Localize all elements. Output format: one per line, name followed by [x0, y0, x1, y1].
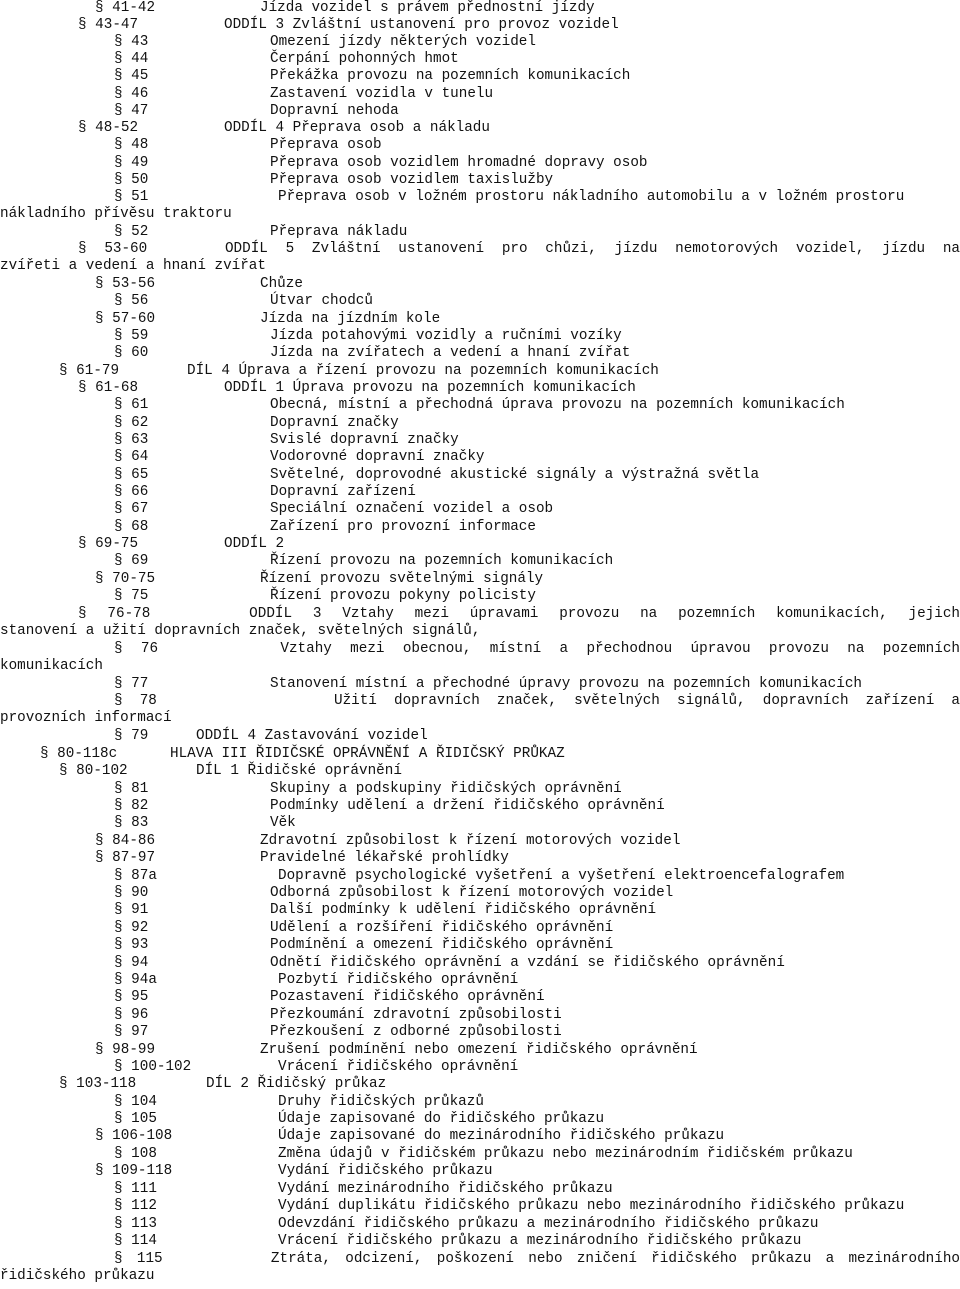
section-title: Přeprava nákladu [270, 224, 408, 240]
section-title: Změna údajů v řidičském průkazu nebo mezinárodním řidičském průkazu [278, 1146, 853, 1162]
section-code: § 41-42 [95, 0, 156, 16]
section-code: § 76 [114, 641, 159, 657]
section-code: § 90 [114, 885, 149, 901]
section-title: Řízení provozu na pozemních komunikacích [270, 553, 614, 569]
section-title: DÍL 4 Úprava a řízení provozu na pozemních komunikacích [187, 363, 659, 379]
section-code: § 61-68 [78, 380, 139, 396]
section-code: § 60 [114, 345, 149, 361]
section-title: ODDÍL 1 Úprava provozu na pozemních komunikacích [224, 380, 636, 396]
section-title: Překážka provozu na pozemních komunikacích [270, 68, 631, 84]
section-code: § 46 [114, 86, 149, 102]
section-title: Údaje zapisované do mezinárodního řidičského průkazu [278, 1128, 725, 1144]
section-title: Jízda potahovými vozidly a ručními vozíky [270, 328, 622, 344]
section-code: § 113 [114, 1216, 157, 1232]
section-code: § 98-99 [95, 1042, 156, 1058]
section-code: § 50 [114, 172, 149, 188]
section-code: § 69 [114, 553, 149, 569]
section-title: DÍL 1 Řidičské oprávnění [196, 763, 402, 779]
section-title: Podmínky udělení a držení řidičského oprávnění [270, 798, 665, 814]
section-title: Udělení a rozšíření řidičského oprávnění [270, 920, 614, 936]
section-code: § 100-102 [114, 1059, 192, 1075]
section-code: § 77 [114, 676, 149, 692]
section-code: § 52 [114, 224, 149, 240]
section-title: Ztráta, odcizení, poškození nebo zničení řidičského průkazu a mezinárodního [270, 1251, 960, 1267]
section-code: § 62 [114, 415, 149, 431]
section-title: Odborná způsobilost k řízení motorových vozidel [270, 885, 674, 901]
section-code: § 56 [114, 293, 149, 309]
section-title: Dopravní nehoda [270, 103, 399, 119]
section-title: Zařízení pro provozní informace [270, 519, 536, 535]
section-code: § 53-60 [78, 241, 148, 257]
section-code: § 65 [114, 467, 149, 483]
section-code: § 111 [114, 1181, 157, 1197]
section-title: Zastavení vozidla v tunelu [270, 86, 494, 102]
section-code: § 76-78 [78, 606, 151, 622]
section-title: Speciální označení vozidel a osob [270, 501, 554, 517]
section-title: ODDÍL 3 Zvláštní ustanovení pro provoz vozidel [224, 17, 619, 33]
section-title: Dopravní značky [270, 415, 399, 431]
section-title: Dopravně psychologické vyšetření a vyšetření elektroencefalografem [278, 868, 845, 884]
section-title: Přezkoumání zdravotní způsobilosti [270, 1007, 562, 1023]
section-title: Řízení provozu pokyny policisty [270, 588, 536, 604]
section-title: ODDÍL 5 Zvláštní ustanovení pro chůzi, jízdu nemotorových vozidel, jízdu na [224, 241, 960, 257]
section-title: ODDÍL 3 Vztahy mezi úpravami provozu na pozemních komunikacích, jejich [249, 606, 960, 622]
section-title: Jízda vozidel s právem přednostní jízdy [260, 0, 595, 16]
section-title: Druhy řidičských průkazů [278, 1094, 484, 1110]
section-code: § 104 [114, 1094, 157, 1110]
section-code: § 68 [114, 519, 149, 535]
section-code: § 92 [114, 920, 149, 936]
section-title: Jízda na zvířatech a vedení a hnaní zvířat [270, 345, 631, 361]
section-title: Věk [270, 815, 296, 831]
section-title-continuation: provozních informací [0, 710, 172, 726]
section-title: HLAVA III ŘIDIČSKÉ OPRÁVNĚNÍ A ŘIDIČSKÝ PRŮKAZ [170, 746, 565, 762]
section-code: § 115 [114, 1251, 163, 1267]
section-title: Jízda na jízdním kole [260, 311, 441, 327]
section-title: Vydání duplikátu řidičského průkazu nebo mezinárodního řidičského průkazu [278, 1198, 905, 1214]
section-code: § 64 [114, 449, 149, 465]
section-title: Odnětí řidičského oprávnění a vzdání se řidičského oprávnění [270, 955, 785, 971]
section-code: § 51 [114, 189, 149, 205]
section-code: § 94a [114, 972, 157, 988]
section-title: Přezkoušení z odborné způsobilosti [270, 1024, 562, 1040]
section-title: Vydání řidičského průkazu [278, 1163, 493, 1179]
section-code: § 43 [114, 34, 149, 50]
section-code: § 45 [114, 68, 149, 84]
section-title: ODDÍL 2 [224, 536, 285, 552]
section-title: Přeprava osob v ložném prostoru nákladního automobilu a v ložném prostoru [278, 189, 905, 205]
section-code: § 48 [114, 137, 149, 153]
section-title: Chůze [260, 276, 303, 292]
section-code: § 80-118c [40, 746, 118, 762]
section-title: Užití dopravních značek, světelných signálů, dopravních zařízení a [333, 693, 960, 709]
section-code: § 69-75 [78, 536, 139, 552]
section-code: § 48-52 [78, 120, 139, 136]
section-code: § 97 [114, 1024, 149, 1040]
section-title: Zrušení podmínění nebo omezení řidičského oprávnění [260, 1042, 698, 1058]
section-code: § 67 [114, 501, 149, 517]
section-code: § 57-60 [95, 311, 156, 327]
section-code: § 75 [114, 588, 149, 604]
section-title: Vrácení řidičského oprávnění [278, 1059, 519, 1075]
section-title: Vztahy mezi obecnou, místní a přechodnou úpravou provozu na pozemních [280, 641, 960, 657]
section-title: Podmínění a omezení řidičského oprávnění [270, 937, 614, 953]
section-code: § 106-108 [95, 1128, 173, 1144]
section-title: Čerpání pohonných hmot [270, 51, 459, 67]
section-code: § 103-118 [59, 1076, 137, 1092]
section-title-continuation: stanovení a užití dopravních značek, světelných signálů, [0, 623, 481, 639]
section-code: § 44 [114, 51, 149, 67]
section-title: Přeprava osob vozidlem hromadné dopravy osob [270, 155, 648, 171]
section-code: § 47 [114, 103, 149, 119]
section-code: § 61 [114, 397, 149, 413]
section-code: § 83 [114, 815, 149, 831]
section-title: Dopravní zařízení [270, 484, 416, 500]
section-code: § 114 [114, 1233, 157, 1249]
section-code: § 87-97 [95, 850, 156, 866]
section-code: § 79 [114, 728, 149, 744]
section-title: Přeprava osob [270, 137, 382, 153]
section-title: Odevzdání řidičského průkazu a mezinárodního řidičského průkazu [278, 1216, 819, 1232]
section-title: Vodorovné dopravní značky [270, 449, 485, 465]
section-title: Stanovení místní a přechodné úpravy provozu na pozemních komunikacích [270, 676, 862, 692]
section-code: § 70-75 [95, 571, 156, 587]
section-title: Vrácení řidičského průkazu a mezinárodního řidičského průkazu [278, 1233, 802, 1249]
section-code: § 59 [114, 328, 149, 344]
section-title-continuation: nákladního přívěsu traktoru [0, 206, 232, 222]
section-code: § 61-79 [59, 363, 120, 379]
section-code: § 49 [114, 155, 149, 171]
section-title: Přeprava osob vozidlem taxislužby [270, 172, 554, 188]
section-title: Řízení provozu světelnými signály [260, 571, 544, 587]
section-code: § 112 [114, 1198, 157, 1214]
section-code: § 53-56 [95, 276, 156, 292]
section-title: Obecná, místní a přechodná úprava provozu na pozemních komunikacích [270, 397, 845, 413]
section-title: Údaje zapisované do řidičského průkazu [278, 1111, 605, 1127]
section-title: Pravidelné lékařské prohlídky [260, 850, 509, 866]
section-code: § 63 [114, 432, 149, 448]
section-code: § 80-102 [59, 763, 128, 779]
section-title-continuation: řidičského průkazu [0, 1268, 155, 1284]
section-title: Světelné, doprovodné akustické signály a výstražná světla [270, 467, 760, 483]
section-title: Další podmínky k udělení řidičského oprávnění [270, 902, 657, 918]
section-code: § 91 [114, 902, 149, 918]
section-title: DÍL 2 Řidičský průkaz [206, 1076, 387, 1092]
section-code: § 93 [114, 937, 149, 953]
section-title: Skupiny a podskupiny řidičských oprávnění [270, 781, 622, 797]
section-title-continuation: zvířeti a vedení a hnaní zvířat [0, 258, 266, 274]
section-code: § 81 [114, 781, 149, 797]
section-title: ODDÍL 4 Přeprava osob a nákladu [224, 120, 490, 136]
section-code: § 95 [114, 989, 149, 1005]
section-title: ODDÍL 4 Zastavování vozidel [196, 728, 428, 744]
section-code: § 82 [114, 798, 149, 814]
section-title: Vydání mezinárodního řidičského průkazu [278, 1181, 613, 1197]
section-code: § 108 [114, 1146, 157, 1162]
section-code: § 94 [114, 955, 149, 971]
section-title: Svislé dopravní značky [270, 432, 459, 448]
section-title: Pozbytí řidičského oprávnění [278, 972, 519, 988]
section-code: § 78 [114, 693, 157, 709]
section-title: Omezení jízdy některých vozidel [270, 34, 536, 50]
section-code: § 105 [114, 1111, 157, 1127]
section-code: § 96 [114, 1007, 149, 1023]
section-title: Útvar chodců [270, 293, 373, 309]
section-code: § 87a [114, 868, 157, 884]
section-code: § 109-118 [95, 1163, 173, 1179]
section-title: Zdravotní způsobilost k řízení motorových vozidel [260, 833, 681, 849]
section-code: § 84-86 [95, 833, 156, 849]
section-code: § 66 [114, 484, 149, 500]
section-title-continuation: komunikacích [0, 658, 103, 674]
section-code: § 43-47 [78, 17, 139, 33]
section-title: Pozastavení řidičského oprávnění [270, 989, 545, 1005]
